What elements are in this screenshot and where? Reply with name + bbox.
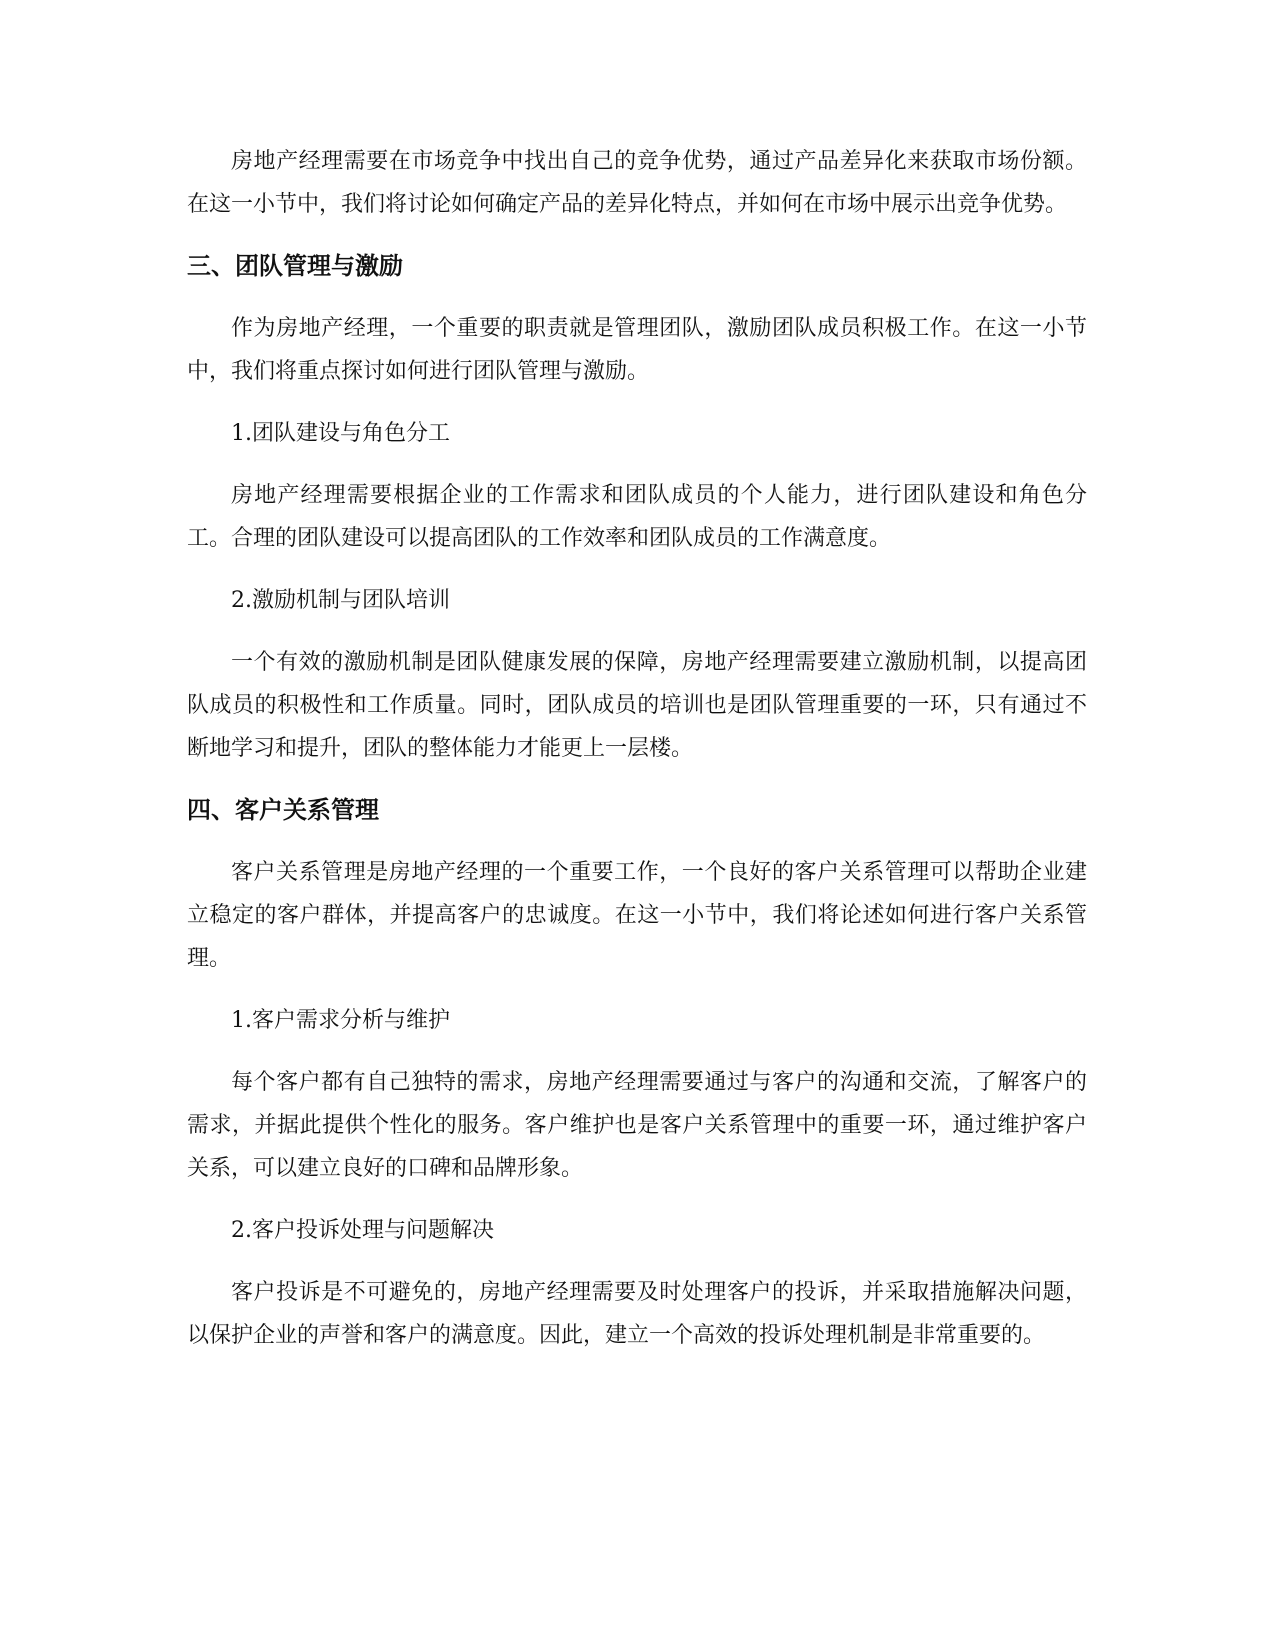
- document-body: [187, 140, 1087, 1376]
- body-paragraph: 每个客户都有自己独特的需求，房地产经理需要通过与客户的沟通和交流，了解客户的需求，并据此提供个性化的服务。客户维护也是客户关系管理中的重要一环，通过维护客户关系，可以建立良好的口碑和品牌形象。: [187, 1070, 1087, 1181]
- body-paragraph: 客户关系管理是房地产经理的一个重要工作，一个良好的客户关系管理可以帮助企业建立稳定的客户群体，并提高客户的忠诚度。在这一小节中，我们将论述如何进行客户关系管理。: [187, 860, 1087, 971]
- section-heading-customer-relations: 四、客户关系管理: [187, 796, 379, 824]
- body-paragraph: 一个有效的激励机制是团队健康发展的保障，房地产经理需要建立激励机制，以提高团队成员的积极性和工作质量。同时，团队成员的培训也是团队管理重要的一环，只有通过不断地学习和提升，团队的整体能力才能更上一层楼。: [187, 650, 1087, 761]
- body-paragraph: 房地产经理需要在市场竞争中找出自己的竞争优势，通过产品差异化来获取市场份额。在这一小节中，我们将讨论如何确定产品的差异化特点，并如何在市场中展示出竞争优势。: [187, 149, 1087, 217]
- section-heading-team-management: 三、团队管理与激励: [187, 252, 403, 280]
- subsection-heading: 1.客户需求分析与维护: [231, 1008, 450, 1033]
- body-paragraph: 房地产经理需要根据企业的工作需求和团队成员的个人能力，进行团队建设和角色分工。合理的团队建设可以提高团队的工作效率和团队成员的工作满意度。: [187, 483, 1087, 551]
- subsection-heading: 2.激励机制与团队培训: [231, 588, 450, 613]
- subsection-heading: 2.客户投诉处理与问题解决: [231, 1218, 494, 1243]
- body-paragraph: 客户投诉是不可避免的，房地产经理需要及时处理客户的投诉，并采取措施解决问题，以保护企业的声誉和客户的满意度。因此，建立一个高效的投诉处理机制是非常重要的。: [187, 1280, 1087, 1348]
- subsection-heading: 1.团队建设与角色分工: [231, 421, 450, 446]
- body-paragraph: 作为房地产经理，一个重要的职责就是管理团队，激励团队成员积极工作。在这一小节中，我们将重点探讨如何进行团队管理与激励。: [187, 316, 1087, 384]
